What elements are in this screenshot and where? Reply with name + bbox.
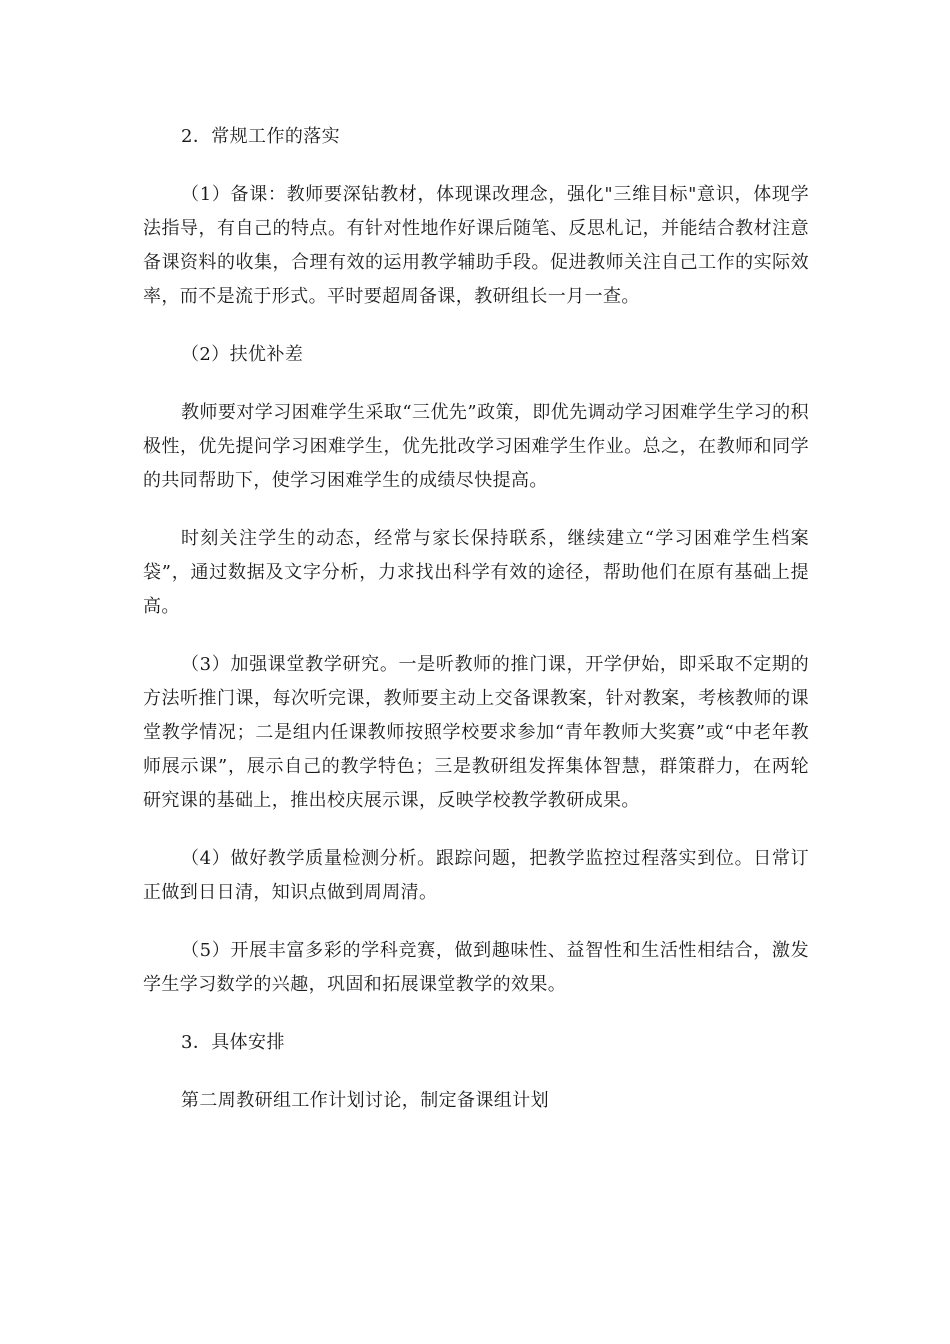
- paragraph-competitions: （5）开展丰富多彩的学科竞赛，做到趣味性、益智性和生活性相结合，激发学生学习数学的兴趣，巩固和拓展课堂教学的效果。: [143, 940, 809, 995]
- subheading-support-students: （2）扶优补差: [181, 344, 304, 365]
- paragraph-quality-analysis: （4）做好教学质量检测分析。跟踪问题，把教学监控过程落实到位。日常订正做到日日清，知识点做到周周清。: [143, 848, 809, 903]
- paragraph-week-two-plan: 第二周教研组工作计划讨论，制定备课组计划: [181, 1090, 549, 1111]
- paragraph-classroom-research: （3）加强课堂教学研究。一是听教师的推门课，开学伊始，即采取不定期的方法听推门课，每次听完课，教师要主动上交备课教案，针对教案，考核教师的课堂教学情况；二是组内任课教师按照学校要求参加“青年教师大奖赛”或“中老年教师展示课”，展示自己的教学特色；三是教研组发挥集体智慧，群策群力，在两轮研究课的基础上，推出校庆展示课，反映学校教学教研成果。: [143, 654, 809, 811]
- paragraph-student-tracking: 时刻关注学生的动态，经常与家长保持联系，继续建立“学习困难学生档案袋”，通过数据及文字分析，力求找出科学有效的途径，帮助他们在原有基础上提高。: [143, 528, 809, 617]
- section-heading-routine-work: 2．常规工作的落实: [181, 126, 341, 147]
- paragraph-three-priorities: 教师要对学习困难学生采取“三优先”政策，即优先调动学习困难学生学习的积极性，优先提问学习困难学生，优先批改学习困难学生作业。总之，在教师和同学的共同帮助下，使学习困难学生的成绩尽快提高。: [143, 402, 809, 491]
- document-body: [143, 120, 809, 1142]
- paragraph-lesson-preparation: （1）备课：教师要深钻教材，体现课改理念，强化"三维目标"意识，体现学法指导，有自己的特点。有针对性地作好课后随笔、反思札记，并能结合教材注意备课资料的收集，合理有效的运用教学辅助手段。促进教师关注自己工作的实际效率，而不是流于形式。平时要超周备课，教研组长一月一查。: [143, 184, 809, 307]
- section-heading-schedule: 3．具体安排: [181, 1032, 285, 1053]
